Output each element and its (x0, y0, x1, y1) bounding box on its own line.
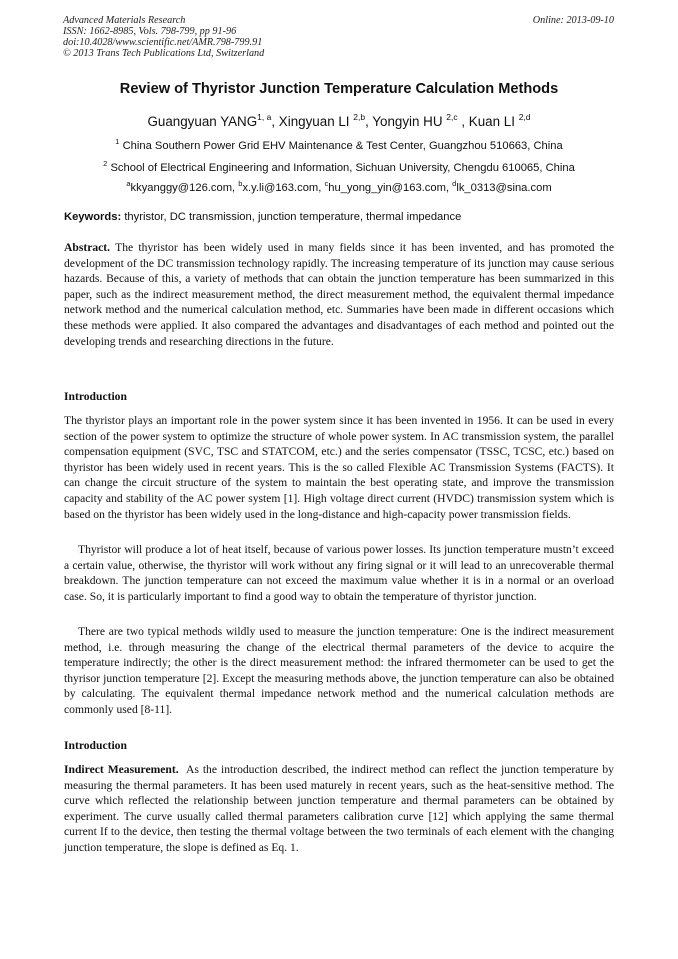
abstract-label: Abstract. (64, 241, 111, 254)
email-superscript: a (126, 179, 131, 188)
author-name: Kuan LI (468, 114, 515, 129)
keywords-text: thyristor, DC transmission, junction temperature, thermal impedance (124, 211, 462, 223)
author-separator: , (271, 114, 279, 129)
doi-line: doi:10.4028/www.scientific.net/AMR.798-799.91 (63, 37, 263, 48)
affiliation-2 (0, 159, 678, 174)
author-superscript: 1, a (257, 112, 272, 122)
author-name: Guangyuan YANG (147, 114, 258, 129)
affiliation-text: School of Electrical Engineering and Information, Sichuan University, Chengdu 610065, China (110, 162, 575, 174)
body-paragraph: The thyristor plays an important role in the power system since it has been invented in 1956. It can be used in every section of the power system to optimize the structure of whole power system. In AC transmission system, the parallel compensation equipment (SVC, TSC and STATCOM, etc.) and the series compensator (TSSC, TCSC, etc.) based on thyristor has been widely used in recent years. This is the so called Flexible AC Transmission Systems (FACTS). It can change the circuit structure of the system to maintain the best operating state, and improve the transmission capacity and stability of the AC power system [1]. High voltage direct current (HVDC) transmission system which is based on the thyristor has been widely used in the long-distance and high-capacity power transmission fields. (64, 414, 614, 521)
keywords-line (64, 211, 616, 223)
affiliation-superscript: 1 (115, 137, 120, 146)
body-paragraph (64, 762, 614, 856)
email-superscript: d (452, 179, 457, 188)
subsection-lead: Indirect Measurement. (64, 763, 179, 776)
abstract-paragraph (64, 240, 614, 349)
author-name: Xingyuan LI (278, 114, 350, 129)
copyright-line: © 2013 Trans Tech Publications Ltd, Switzerland (63, 48, 265, 59)
author-separator: , (365, 114, 373, 129)
author-separator: , (457, 114, 469, 129)
affiliation-text: China Southern Power Grid EHV Maintenance & Test Center, Guangzhou 510663, China (122, 140, 563, 152)
author-name: Yongyin HU (372, 114, 443, 129)
paper-title: Review of Thyristor Junction Temperature Calculation Methods (119, 81, 559, 97)
author-superscript: 2,d (518, 112, 531, 122)
author-superscript: 2,b (353, 112, 366, 122)
affiliation-1 (0, 137, 678, 152)
author-superscript: 2,c (446, 112, 458, 122)
email-address: hu_yong_yin@163.com (328, 182, 446, 194)
email-address: x.y.li@163.com (242, 182, 319, 194)
body-paragraph: Thyristor will produce a lot of heat itself, because of various power losses. Its junction temperature mustn’t exceed a certain value, otherwise, the thyristor will work without any firing signal or it will lead to an unrecoverable thermal breakdown. The junction temperature can not exceed the maximum value whether it is in a normal or an overload case. So, it is particularly important to find a good way to obtain the temperature of thyristor junction. (64, 543, 614, 603)
email-list: $^a$kkyanggy@126.com, $^b$x.y.li@163.com, $^c$hu_yong_yin@163.com, $^d$lk_0313@sina.com (126, 179, 552, 194)
author-list (0, 114, 678, 129)
email-superscript: c (324, 179, 329, 188)
issn-line: ISSN: 1662-8985, Vols. 798-799, pp 91-96 (63, 26, 237, 37)
journal-header (63, 15, 264, 59)
keywords-label: Keywords: (64, 211, 122, 223)
abstract-text: The thyristor has been widely used in many fields since it has been invented, and has promoted the development of the DC transmission technology rapidly. The increasing temperature of its junction may cause serious hazards. Because of this, a variety of methods that can obtain the junction temperature has been summarized in this paper, such as the indirect measurement method, the direct measurement method, the equivalent thermal impedance network method and the numerical calculation method, etc. Summaries have been made in different occasions which these methods were applied. It also compared the advantages and disadvantages of each method and pointed out the developing trends and researching directions in the future. (64, 241, 614, 348)
email-address: lk_0313@sina.com (456, 182, 552, 194)
section-heading: Introduction (64, 390, 127, 403)
email-address: kkyanggy@126.com (130, 182, 233, 194)
email-superscript: b (238, 179, 243, 188)
body-paragraph: There are two typical methods wildly used to measure the junction temperature: One is the indirect measurement method, i.e. through measuring the change of the electrical thermal parameters of the device to acquire the temperature indirectly; the other is the direct measurement method: the infrared thermometer can be used to get the thyrisor junction temperature [2]. Except the measuring methods above, the junction temperature can also be obtained by calculating. The equivalent thermal impedance network method and the numerical calculation methods are commonly used [8-11]. (64, 625, 614, 716)
affiliation-superscript: 2 (103, 159, 108, 168)
section-heading: Introduction (64, 739, 127, 752)
subsection-text: As the introduction described, the indirect method can reflect the junction temperature by measuring the thermal parameters. It has been used maturely in recent years, such as the heat-sensitive method. The curve which reflected the relationship between junction temperature and thermal parameters can be obtained by experiment. The curve usually called thermal parameters calibration curve [12] which applying the same thermal current If to the device, then testing the thermal voltage between the two terminals of each element with the changing junction temperature, the slope is defined as Eq. 1. (64, 763, 614, 854)
online-date: Online: 2013-09-10 (532, 15, 614, 26)
journal-name: Advanced Materials Research (63, 15, 186, 26)
